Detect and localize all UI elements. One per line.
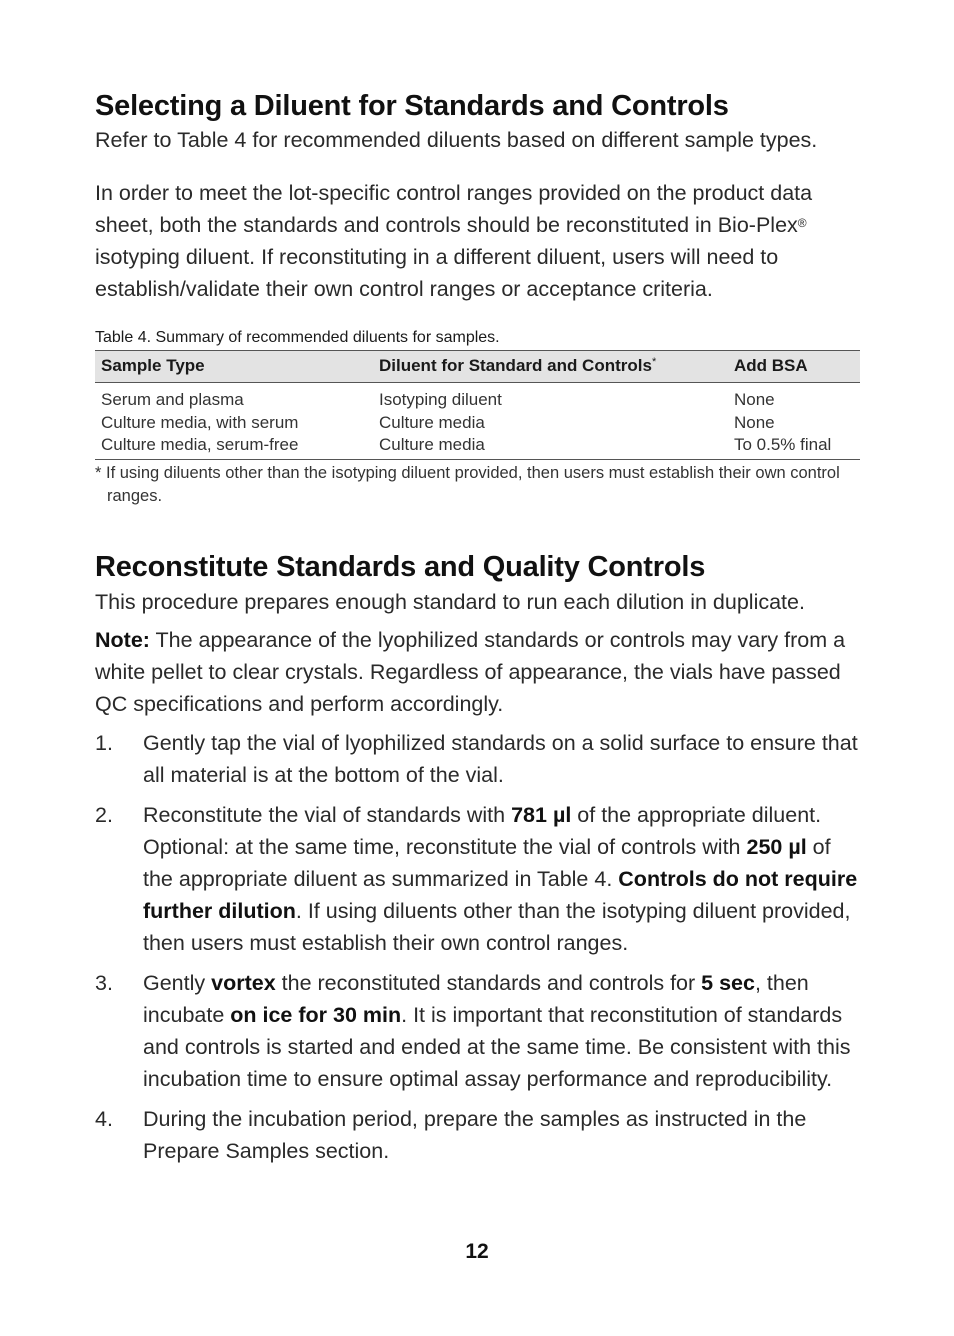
- section-heading-diluent: Selecting a Diluent for Standards and Controls: [95, 90, 729, 122]
- step-text: Gently tap the vial of lyophilized standards on a solid surface to ensure that all material is at the bottom of the vial.: [143, 731, 858, 787]
- step-text: During the incubation period, prepare the samples as instructed in the Prepare Samples section.: [143, 1107, 807, 1163]
- step-text: of the appropriate diluent as summarized in Table 4.: [143, 835, 831, 891]
- reconstitute-intro-text: This procedure prepares enough standard to run each dilution in duplicate.: [95, 590, 805, 614]
- step-number: 4.: [95, 1107, 113, 1131]
- header-footnote-marker: *: [651, 356, 657, 368]
- step-text: Gently: [143, 971, 212, 995]
- step-text: . If using diluents other than the isotyping diluent provided, then users must establish their own control ranges.: [143, 899, 851, 955]
- step-text: of the appropriate diluent. Optional: at the same time, reconstitute the vial of controls with: [143, 803, 822, 859]
- step-emphasis: 5 sec: [701, 971, 755, 995]
- table-cell: Culture media, serum-free: [95, 434, 373, 459]
- diluent-intro-text: Refer to Table 4 for recommended diluents based on different sample types.: [95, 128, 818, 152]
- step-number: 1.: [95, 731, 113, 755]
- diluent-table: [95, 350, 860, 460]
- note-label: Note:: [95, 628, 150, 652]
- table-row: [95, 412, 860, 435]
- step-emphasis: 781 µl: [511, 803, 572, 827]
- table-cell: None: [734, 412, 775, 432]
- page-number: 12: [465, 1240, 489, 1263]
- step-emphasis: Controls do not require further dilution: [143, 867, 858, 923]
- table-caption: Table 4. Summary of recommended diluents for samples.: [95, 329, 500, 346]
- step-text: Reconstitute the vial of standards with: [143, 803, 512, 827]
- diluent-paragraph-part1: In order to meet the lot-specific control ranges provided on the product data sheet, both the standards and controls should be reconstituted in Bio-Plex: [95, 181, 813, 237]
- step-emphasis: 250 µl: [746, 835, 807, 859]
- table-row: [95, 434, 860, 459]
- diluent-paragraph: [95, 177, 860, 305]
- step-text: the reconstituted standards and controls for: [275, 971, 702, 995]
- step-emphasis: vortex: [211, 971, 276, 995]
- step-text: . It is important that reconstitution of standards and controls is started and ended at the same time. Be consistent with this incubation time to ensure optimal assay performance and reproducibility.: [143, 1003, 851, 1091]
- table-cell: Culture media: [373, 434, 728, 459]
- table-cell: Isotyping diluent: [379, 390, 502, 409]
- procedure-steps: [95, 727, 860, 1175]
- table-cell: Serum and plasma: [101, 390, 244, 409]
- header-diluent-label: Diluent for Standard and Controls: [379, 356, 652, 375]
- header-diluent: [373, 351, 728, 383]
- header-sample-type: Sample Type: [95, 351, 373, 383]
- table-footnote: * If using diluents other than the isotyping diluent provided, then users must establish their own control ranges.: [95, 464, 840, 505]
- step-number: 2.: [95, 803, 113, 827]
- table-row: [95, 383, 860, 412]
- table-cell: None: [734, 390, 775, 409]
- table-cell: Culture media: [379, 412, 485, 432]
- step-text: , then incubate: [143, 971, 809, 1027]
- header-add-bsa: Add BSA: [728, 351, 860, 383]
- registered-mark: ®: [797, 216, 807, 230]
- step-number: 3.: [95, 971, 113, 995]
- diluent-paragraph-part2: isotyping diluent. If reconstituting in a different diluent, users will need to establish/validate their own control ranges or acceptance criteria.: [95, 245, 779, 301]
- step-item: [95, 727, 860, 791]
- note-paragraph: [95, 624, 860, 720]
- note-text: The appearance of the lyophilized standards or controls may vary from a white pellet to clear crystals. Regardless of appearance, the vials have passed QC specifications and perform accordingly.: [95, 628, 846, 716]
- table-header-row: [95, 351, 860, 383]
- step-item: [95, 799, 860, 959]
- section-heading-reconstitute: Reconstitute Standards and Quality Controls: [95, 551, 706, 583]
- table-cell: To 0.5% final: [728, 434, 860, 459]
- step-emphasis: on ice for 30 min: [230, 1003, 402, 1027]
- step-item: [95, 967, 860, 1095]
- table-cell: Culture media, with serum: [101, 412, 299, 432]
- step-item: [95, 1103, 860, 1167]
